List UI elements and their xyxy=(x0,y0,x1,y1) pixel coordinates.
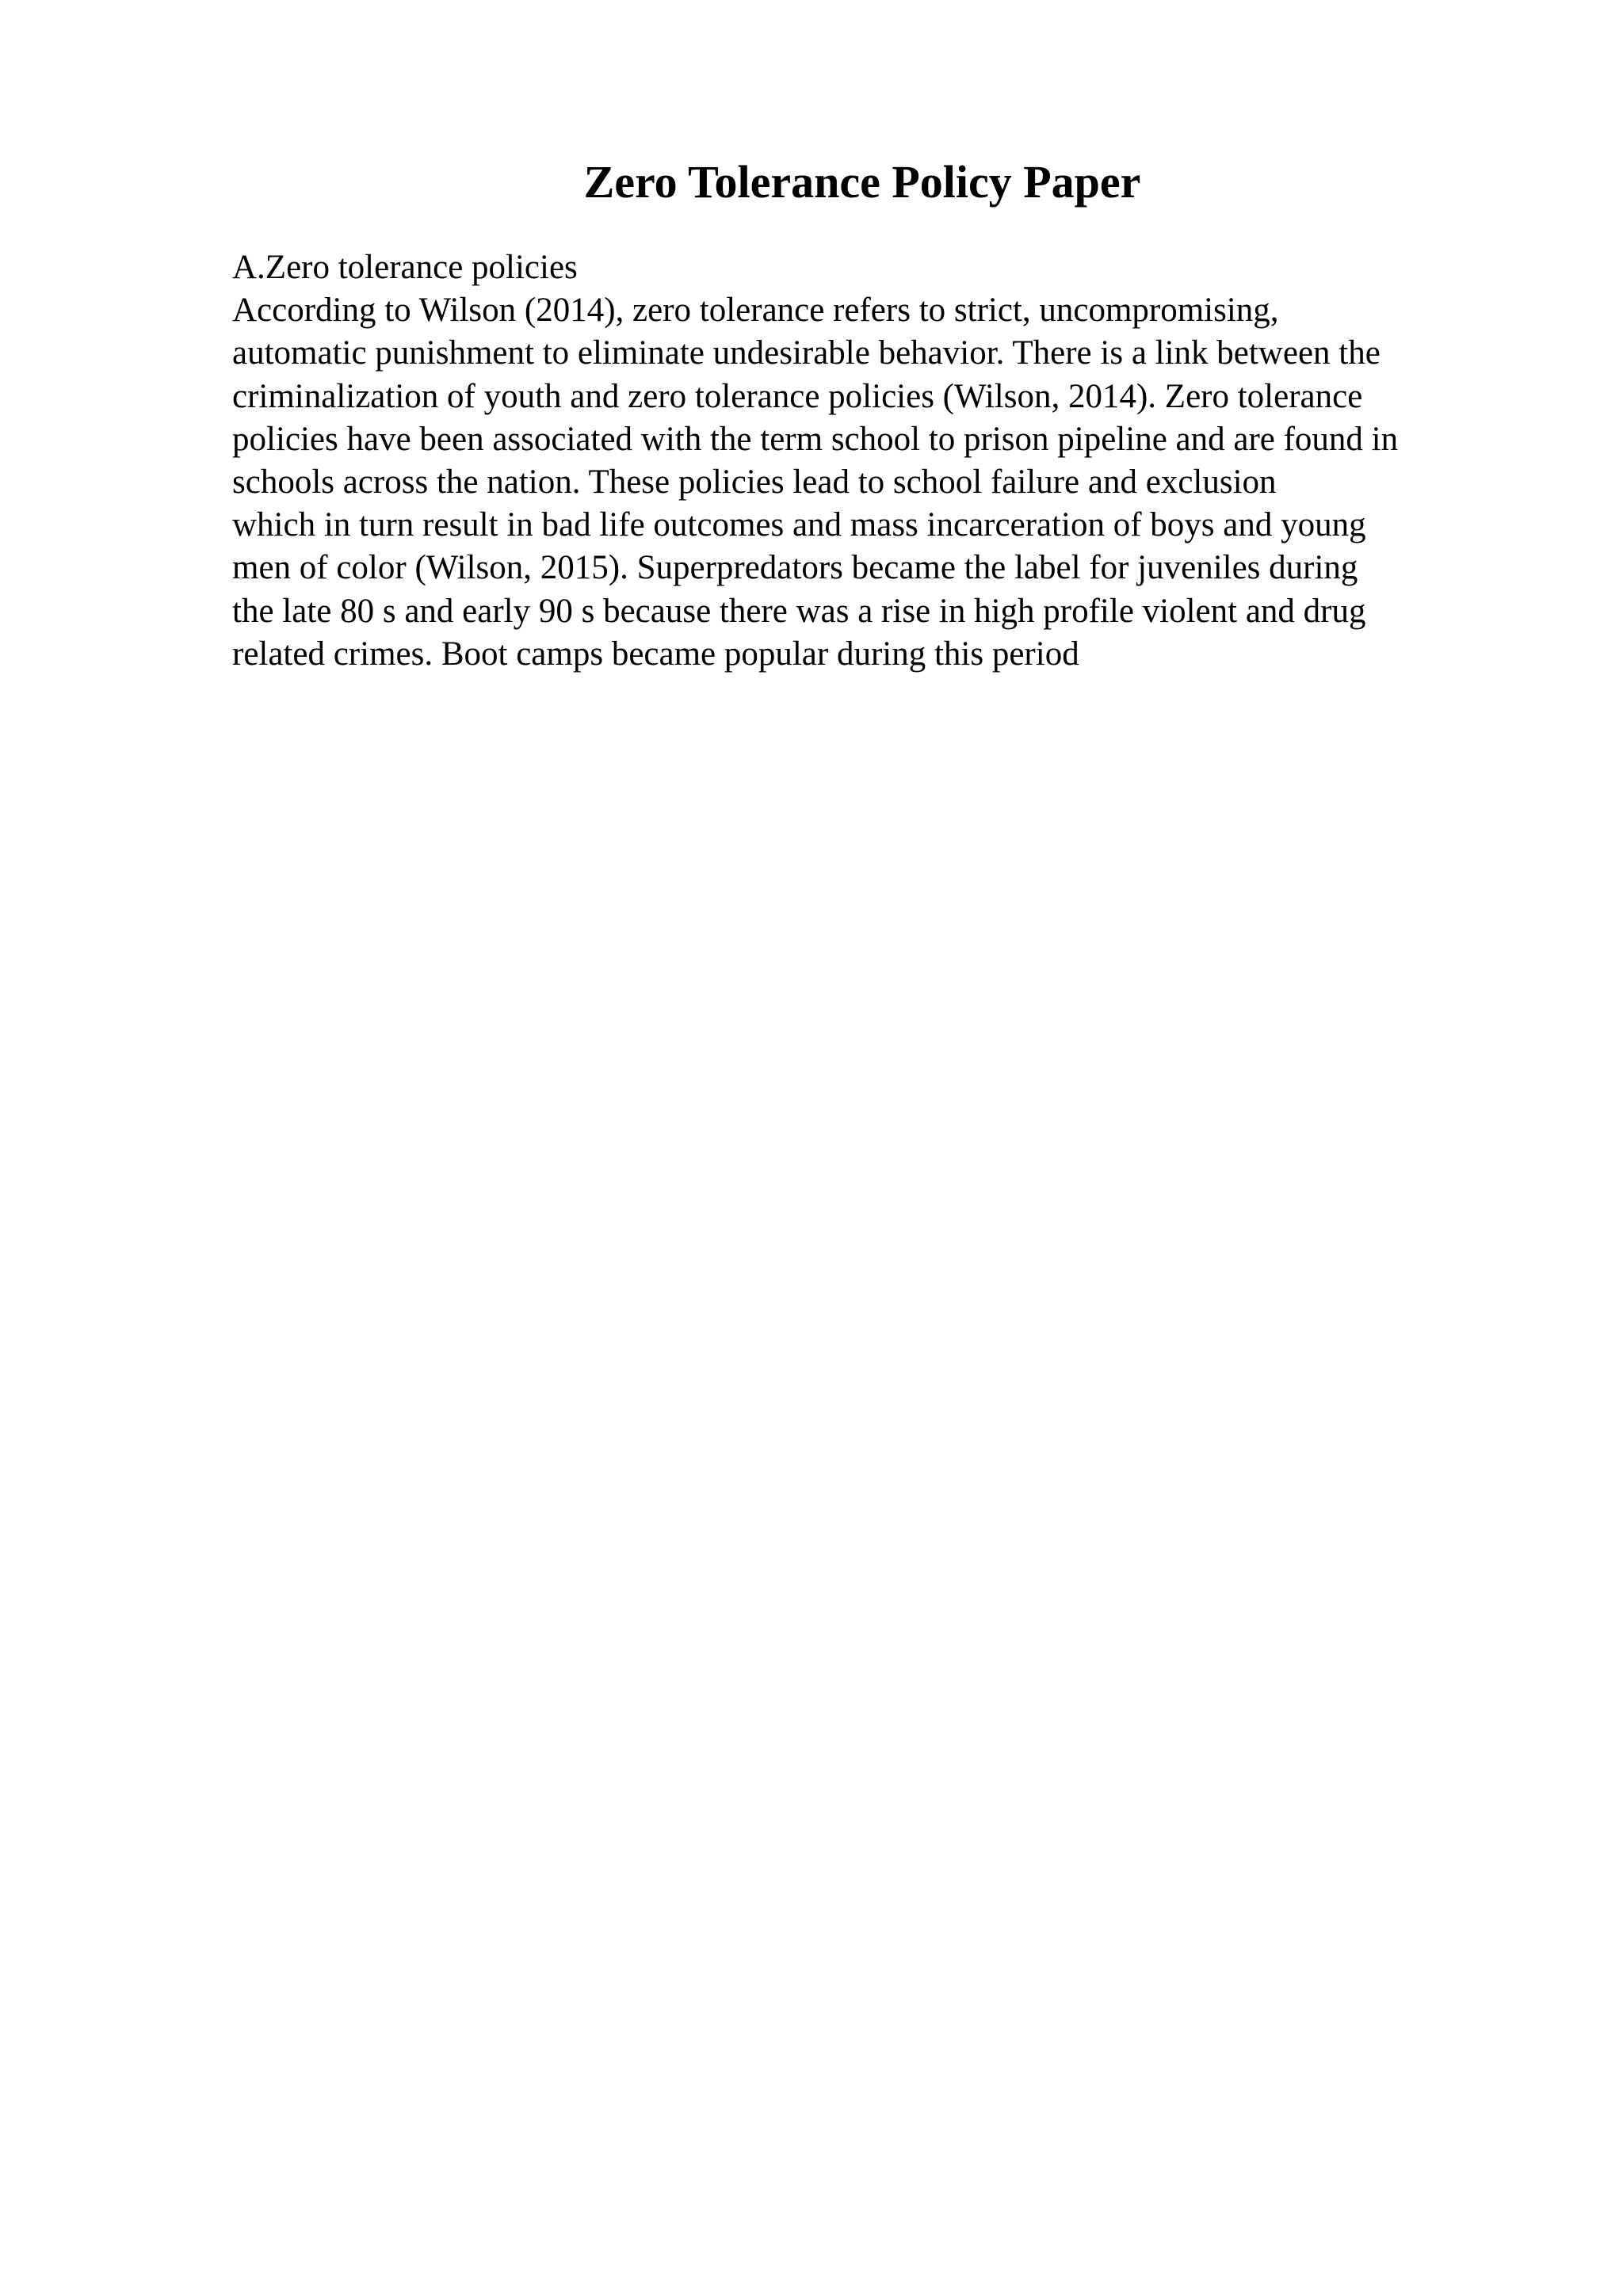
paragraph-line: related crimes. Boot camps became popular during this period xyxy=(232,635,1079,673)
paragraph-line: According to Wilson (2014), zero tolerance refers to strict, uncompromising, xyxy=(232,292,1279,330)
document-body xyxy=(232,246,1595,676)
paragraph-line: automatic punishment to eliminate undesirable behavior. There is a link between the xyxy=(232,334,1381,372)
paragraph-line: criminalization of youth and zero tolerance policies (Wilson, 2014). Zero tolerance xyxy=(232,377,1363,415)
paragraph-line: schools across the nation. These policies lead to school failure and exclusion xyxy=(232,463,1277,502)
page-title: Zero Tolerance Policy Paper xyxy=(583,156,1141,208)
paragraph-line: which in turn result in bad life outcomes and mass incarceration of boys and young xyxy=(232,506,1366,544)
paragraph-line: policies have been associated with the term school to prison pipeline and are found in xyxy=(232,420,1399,458)
section-heading: A.Zero tolerance policies xyxy=(232,249,578,286)
paragraph-line: the late 80 s and early 90 s because there was a rise in high profile violent and drug xyxy=(232,592,1366,630)
paragraph-line: men of color (Wilson, 2015). Superpredators became the label for juveniles during xyxy=(232,549,1358,587)
